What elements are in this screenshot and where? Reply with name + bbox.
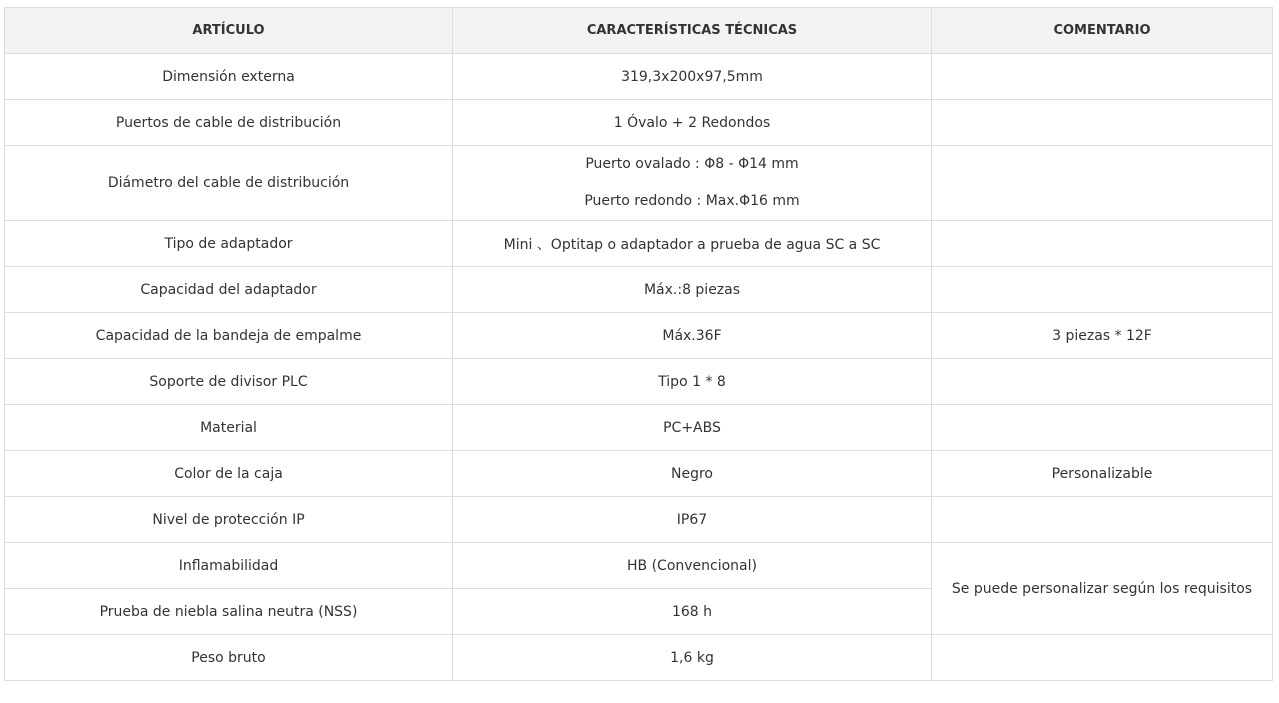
table-row bbox=[5, 451, 1273, 497]
item-cell: Puertos de cable de distribución bbox=[5, 100, 453, 146]
item-cell: Capacidad del adaptador bbox=[5, 267, 453, 313]
spec-cell: IP67 bbox=[453, 497, 932, 543]
comment-cell bbox=[932, 359, 1273, 405]
spec-cell: Negro bbox=[453, 451, 932, 497]
comment-cell bbox=[932, 146, 1273, 221]
spec-cell: PC+ABS bbox=[453, 405, 932, 451]
table-row bbox=[5, 267, 1273, 313]
table-row bbox=[5, 635, 1273, 681]
header-item: ARTÍCULO bbox=[5, 8, 453, 54]
spec-cell: Máx.:8 piezas bbox=[453, 267, 932, 313]
table-row bbox=[5, 54, 1273, 100]
comment-cell: Se puede personalizar según los requisitos bbox=[932, 543, 1273, 635]
comment-cell bbox=[932, 54, 1273, 100]
spec-cell: 168 h bbox=[453, 589, 932, 635]
item-cell: Dimensión externa bbox=[5, 54, 453, 100]
header-spec: CARACTERÍSTICAS TÉCNICAS bbox=[453, 8, 932, 54]
table-row bbox=[5, 221, 1273, 267]
table-header-row bbox=[5, 8, 1273, 54]
spec-line: Puerto redondo : Max.Φ16 mm bbox=[584, 193, 800, 209]
item-cell: Diámetro del cable de distribución bbox=[5, 146, 453, 221]
comment-cell: 3 piezas * 12F bbox=[932, 313, 1273, 359]
item-cell: Inflamabilidad bbox=[5, 543, 453, 589]
table-row bbox=[5, 100, 1273, 146]
spec-cell: Tipo 1 * 8 bbox=[453, 359, 932, 405]
spec-cell: 1 Óvalo + 2 Redondos bbox=[453, 100, 932, 146]
table-row bbox=[5, 497, 1273, 543]
item-cell: Material bbox=[5, 405, 453, 451]
table-row bbox=[5, 359, 1273, 405]
table-row bbox=[5, 405, 1273, 451]
spec-table bbox=[4, 7, 1273, 681]
comment-cell bbox=[932, 221, 1273, 267]
comment-cell bbox=[932, 497, 1273, 543]
table-row bbox=[5, 543, 1273, 589]
header-comment: COMENTARIO bbox=[932, 8, 1273, 54]
spec-cell: 1,6 kg bbox=[453, 635, 932, 681]
spec-cell bbox=[453, 146, 932, 221]
table-row bbox=[5, 313, 1273, 359]
comment-cell bbox=[932, 405, 1273, 451]
item-cell: Tipo de adaptador bbox=[5, 221, 453, 267]
spec-line: Puerto ovalado : Φ8 - Φ14 mm bbox=[585, 156, 799, 172]
item-cell: Peso bruto bbox=[5, 635, 453, 681]
item-cell: Prueba de niebla salina neutra (NSS) bbox=[5, 589, 453, 635]
spec-cell: Máx.36F bbox=[453, 313, 932, 359]
comment-cell bbox=[932, 635, 1273, 681]
item-cell: Soporte de divisor PLC bbox=[5, 359, 453, 405]
item-cell: Nivel de protección IP bbox=[5, 497, 453, 543]
comment-cell bbox=[932, 100, 1273, 146]
table-row bbox=[5, 146, 1273, 221]
spec-cell: Mini 、Optitap o adaptador a prueba de agua SC a SC bbox=[453, 221, 932, 267]
spec-cell: HB (Convencional) bbox=[453, 543, 932, 589]
item-cell: Color de la caja bbox=[5, 451, 453, 497]
comment-cell: Personalizable bbox=[932, 451, 1273, 497]
item-cell: Capacidad de la bandeja de empalme bbox=[5, 313, 453, 359]
comment-cell bbox=[932, 267, 1273, 313]
spec-cell: 319,3x200x97,5mm bbox=[453, 54, 932, 100]
